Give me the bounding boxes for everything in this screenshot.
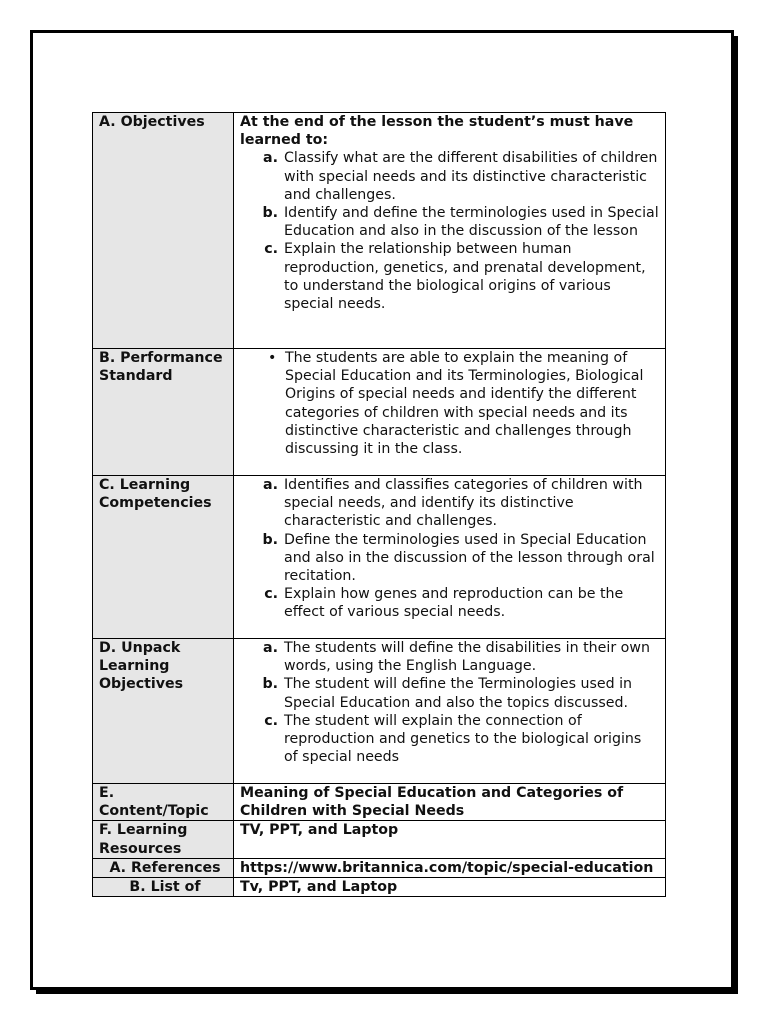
unpack-objectives-label: D. Unpack Learning Objectives	[93, 639, 234, 784]
list-of-value: Tv, PPT, and Laptop	[234, 878, 666, 897]
learning-competencies-label: C. Learning Competencies	[93, 476, 234, 639]
learning-competencies-row	[93, 476, 666, 639]
objectives-content	[234, 113, 666, 349]
list-item	[240, 349, 659, 458]
list-item	[240, 585, 659, 621]
list-item	[240, 712, 659, 767]
list-marker: a.	[263, 640, 278, 656]
list-marker: b.	[262, 205, 278, 222]
performance-standard-label: B. Performance Standard	[93, 349, 234, 476]
list-of-label: B. List of	[93, 878, 234, 897]
list-item	[240, 675, 659, 711]
objectives-row	[93, 113, 666, 349]
learning-resources-value: TV, PPT, and Laptop	[234, 821, 666, 858]
bullet-marker: •	[268, 350, 277, 366]
list-text: The students will define the disabilities in their own words, using the English Language.	[284, 640, 650, 675]
references-label: A. References	[93, 858, 234, 877]
list-item	[240, 149, 659, 204]
unpack-objectives-list	[240, 639, 659, 766]
list-item	[240, 476, 659, 531]
objectives-intro: At the end of the lesson the student’s must have learned to:	[240, 114, 634, 149]
references-value: https://www.britannica.com/topic/special-education	[234, 858, 666, 877]
objectives-list	[240, 149, 659, 313]
content-topic-value: Meaning of Special Education and Categories of Children with Special Needs	[234, 784, 666, 821]
list-marker: c.	[264, 712, 278, 729]
list-of-row	[93, 878, 666, 897]
performance-standard-content	[234, 349, 666, 476]
performance-standard-list	[240, 349, 659, 458]
learning-resources-row	[93, 821, 666, 858]
list-marker: a.	[263, 477, 278, 493]
list-text: Define the terminologies used in Special Education and also in the discussion of the lesson through oral recitation.	[284, 531, 655, 585]
list-item	[240, 240, 659, 313]
learning-competencies-list	[240, 476, 659, 622]
performance-standard-row	[93, 349, 666, 476]
list-text: The student will explain the connection of reproduction and genetics to the biological origins of special needs	[284, 712, 642, 766]
list-marker: c.	[264, 241, 278, 258]
list-text: Identify and define the terminologies used in Special Education and also in the discussion of the lesson	[284, 205, 659, 240]
list-marker: b.	[262, 676, 278, 693]
learning-competencies-content	[234, 476, 666, 639]
references-row	[93, 858, 666, 877]
list-marker: b.	[262, 531, 278, 548]
list-text: The students are able to explain the meaning of Special Education and its Terminologies, Biological Origins of special needs and identify the different categories of children with special needs and its distinctive characteristic and challenges through discussing it in the class.	[285, 350, 644, 458]
content-topic-row	[93, 784, 666, 821]
objectives-label: A. Objectives	[93, 113, 234, 349]
list-item	[240, 531, 659, 586]
list-text: Explain the relationship between human reproduction, genetics, and prenatal development, to understand the biological origins of various special needs.	[284, 241, 646, 313]
unpack-objectives-content	[234, 639, 666, 784]
list-item	[240, 639, 659, 675]
document-page	[30, 30, 734, 990]
lesson-plan-table	[92, 112, 666, 897]
list-text: Classify what are the different disabilities of children with special needs and its distinctive characteristic and challenges.	[284, 150, 658, 203]
learning-resources-label: F. Learning Resources	[93, 821, 234, 858]
list-marker: a.	[263, 150, 278, 167]
content-topic-label: E. Content/Topic	[93, 784, 234, 821]
unpack-objectives-row	[93, 639, 666, 784]
list-item	[240, 204, 659, 240]
list-text: Identifies and classifies categories of children with special needs, and identify its distinctive characteristic and challenges.	[284, 477, 643, 530]
list-text: Explain how genes and reproduction can be the effect of various special needs.	[284, 586, 624, 621]
list-text: The student will define the Terminologies used in Special Education and also the topics discussed.	[284, 676, 633, 711]
list-marker: c.	[264, 586, 278, 603]
